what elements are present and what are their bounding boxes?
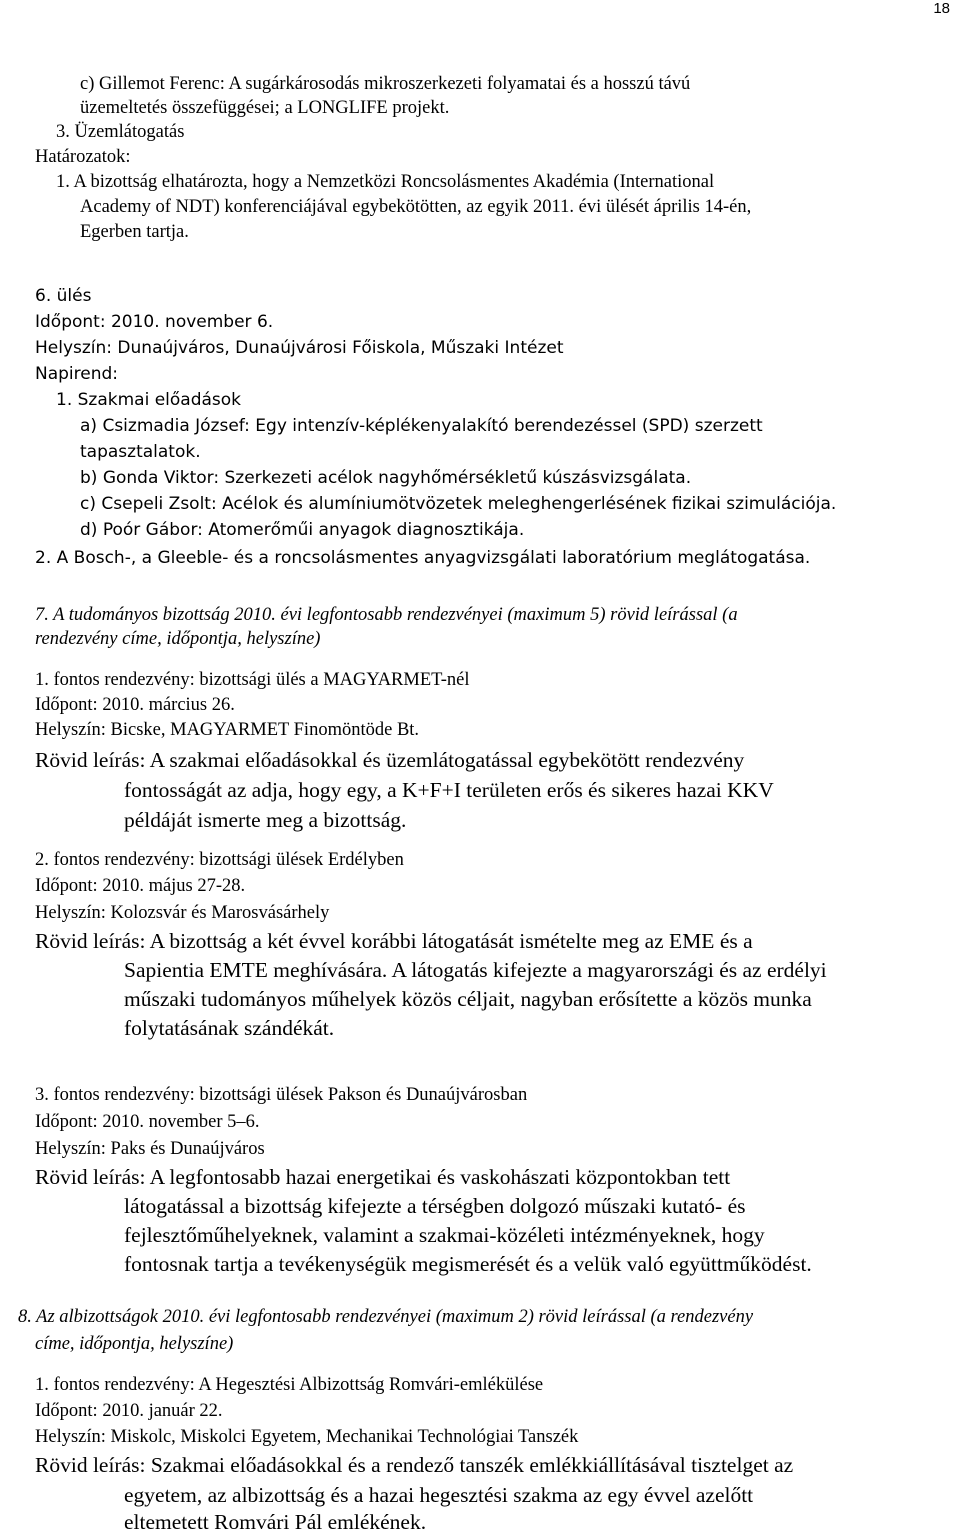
event-description: látogatással a bizottság kifejezte a térségben dolgozó műszaki kutató- és bbox=[124, 1194, 746, 1218]
section-heading: címe, időpontja, helyszíne) bbox=[35, 1334, 234, 1354]
agenda-subitem: d) Poór Gábor: Atomerőműi anyagok diagnosztikája. bbox=[80, 520, 525, 540]
agenda-subitem: a) Csizmadia József: Egy intenzív-képlékenyalakító berendezéssel (SPD) szerzett bbox=[80, 416, 763, 436]
event-title: 1. fontos rendezvény: A Hegesztési Albizottság Romvári-emlékülése bbox=[35, 1375, 544, 1395]
section-heading: 7. A tudományos bizottság 2010. évi legfontosabb rendezvényei (maximum 5) rövid leírással (a bbox=[35, 605, 738, 625]
text-line: Határozatok: bbox=[35, 147, 131, 167]
event-description: fontosságát az adja, hogy egy, a K+F+I területen erős és sikeres hazai KKV bbox=[124, 778, 774, 802]
agenda-subitem: b) Gonda Viktor: Szerkezeti acélok nagyhőmérsékletű kúszásvizsgálata. bbox=[80, 468, 692, 488]
event-description: folytatásának szándékát. bbox=[124, 1016, 335, 1040]
text-line: c) Gillemot Ferenc: A sugárkárosodás mikroszerkezeti folyamatai és a hosszú távú bbox=[80, 74, 691, 94]
event-description: Rövid leírás: A szakmai előadásokkal és üzemlátogatással egybekötött rendezvény bbox=[35, 748, 745, 772]
agenda-item: 2. A Bosch-, a Gleeble- és a roncsolásmentes anyagvizsgálati laboratórium meglátogatása. bbox=[35, 548, 811, 568]
event-description: eltemetett Romvári Pál emlékének. bbox=[124, 1510, 427, 1534]
text-line: 1. A bizottság elhatározta, hogy a Nemzetközi Roncsolásmentes Akadémia (International bbox=[56, 172, 715, 192]
agenda-subitem: c) Csepeli Zsolt: Acélok és alumíniumötvözetek meleghengerlésének fizikai szimulációja. bbox=[80, 494, 837, 514]
event-title: 2. fontos rendezvény: bizottsági ülések Erdélyben bbox=[35, 850, 404, 870]
event-date: Időpont: 2010. november 5–6. bbox=[35, 1112, 260, 1132]
section-heading: rendezvény címe, időpontja, helyszíne) bbox=[35, 629, 321, 649]
text-line: Egerben tartja. bbox=[80, 222, 189, 242]
text-line: 3. Üzemlátogatás bbox=[56, 122, 185, 142]
event-description: Rövid leírás: Szakmai előadásokkal és a rendező tanszék emlékkiállításával tisztelget az bbox=[35, 1453, 794, 1477]
event-description: fejlesztőműhelyeknek, valamint a szakmai-közéleti intézményeknek, hogy bbox=[124, 1223, 765, 1247]
event-description: Rövid leírás: A bizottság a két évvel korábbi látogatását ismételte meg az EME és a bbox=[35, 929, 753, 953]
event-date: Időpont: 2010. május 27-28. bbox=[35, 876, 246, 896]
event-description: fontosnak tartja a tevékenységük megismerését és a velük való együttműködést. bbox=[124, 1252, 812, 1276]
event-date: Időpont: 2010. március 26. bbox=[35, 695, 235, 715]
event-place: Helyszín: Miskolc, Miskolci Egyetem, Mechanikai Technológiai Tanszék bbox=[35, 1427, 579, 1447]
session-place: Helyszín: Dunaújváros, Dunaújvárosi Főiskola, Műszaki Intézet bbox=[35, 338, 564, 358]
event-place: Helyszín: Bicske, MAGYARMET Finomöntöde Bt. bbox=[35, 720, 420, 740]
session-title: 6. ülés bbox=[35, 286, 92, 306]
agenda-subitem: tapasztalatok. bbox=[80, 442, 201, 462]
event-description: egyetem, az albizottság és a hazai hegesztési szakma az egy évvel azelőtt bbox=[124, 1483, 754, 1507]
agenda-item: 1. Szakmai előadások bbox=[56, 390, 242, 410]
section-heading: 8. Az albizottságok 2010. évi legfontosabb rendezvényei (maximum 2) rövid leírással (a rendezvény bbox=[18, 1307, 754, 1327]
event-description: példáját ismerte meg a bizottság. bbox=[124, 808, 407, 832]
event-title: 3. fontos rendezvény: bizottsági ülések Pakson és Dunaújvárosban bbox=[35, 1085, 528, 1105]
page-number: 18 bbox=[933, 0, 950, 17]
event-description: Sapientia EMTE meghívására. A látogatás kifejezte a magyarországi és az erdélyi bbox=[124, 958, 827, 982]
event-place: Helyszín: Kolozsvár és Marosvásárhely bbox=[35, 903, 330, 923]
text-line: Academy of NDT) konferenciájával egybekötötten, az egyik 2011. évi ülését április 14-én, bbox=[80, 197, 752, 217]
event-place: Helyszín: Paks és Dunaújváros bbox=[35, 1139, 265, 1159]
event-date: Időpont: 2010. január 22. bbox=[35, 1401, 223, 1421]
agenda-label: Napirend: bbox=[35, 364, 119, 384]
event-description: Rövid leírás: A legfontosabb hazai energetikai és vaskohászati központokban tett bbox=[35, 1165, 731, 1189]
session-date: Időpont: 2010. november 6. bbox=[35, 312, 274, 332]
event-title: 1. fontos rendezvény: bizottsági ülés a MAGYARMET-nél bbox=[35, 670, 470, 690]
text-line: üzemeltetés összefüggései; a LONGLIFE projekt. bbox=[80, 98, 450, 118]
event-description: műszaki tudományos műhelyek közös céljait, nagyban erősítette a közös munka bbox=[124, 987, 812, 1011]
